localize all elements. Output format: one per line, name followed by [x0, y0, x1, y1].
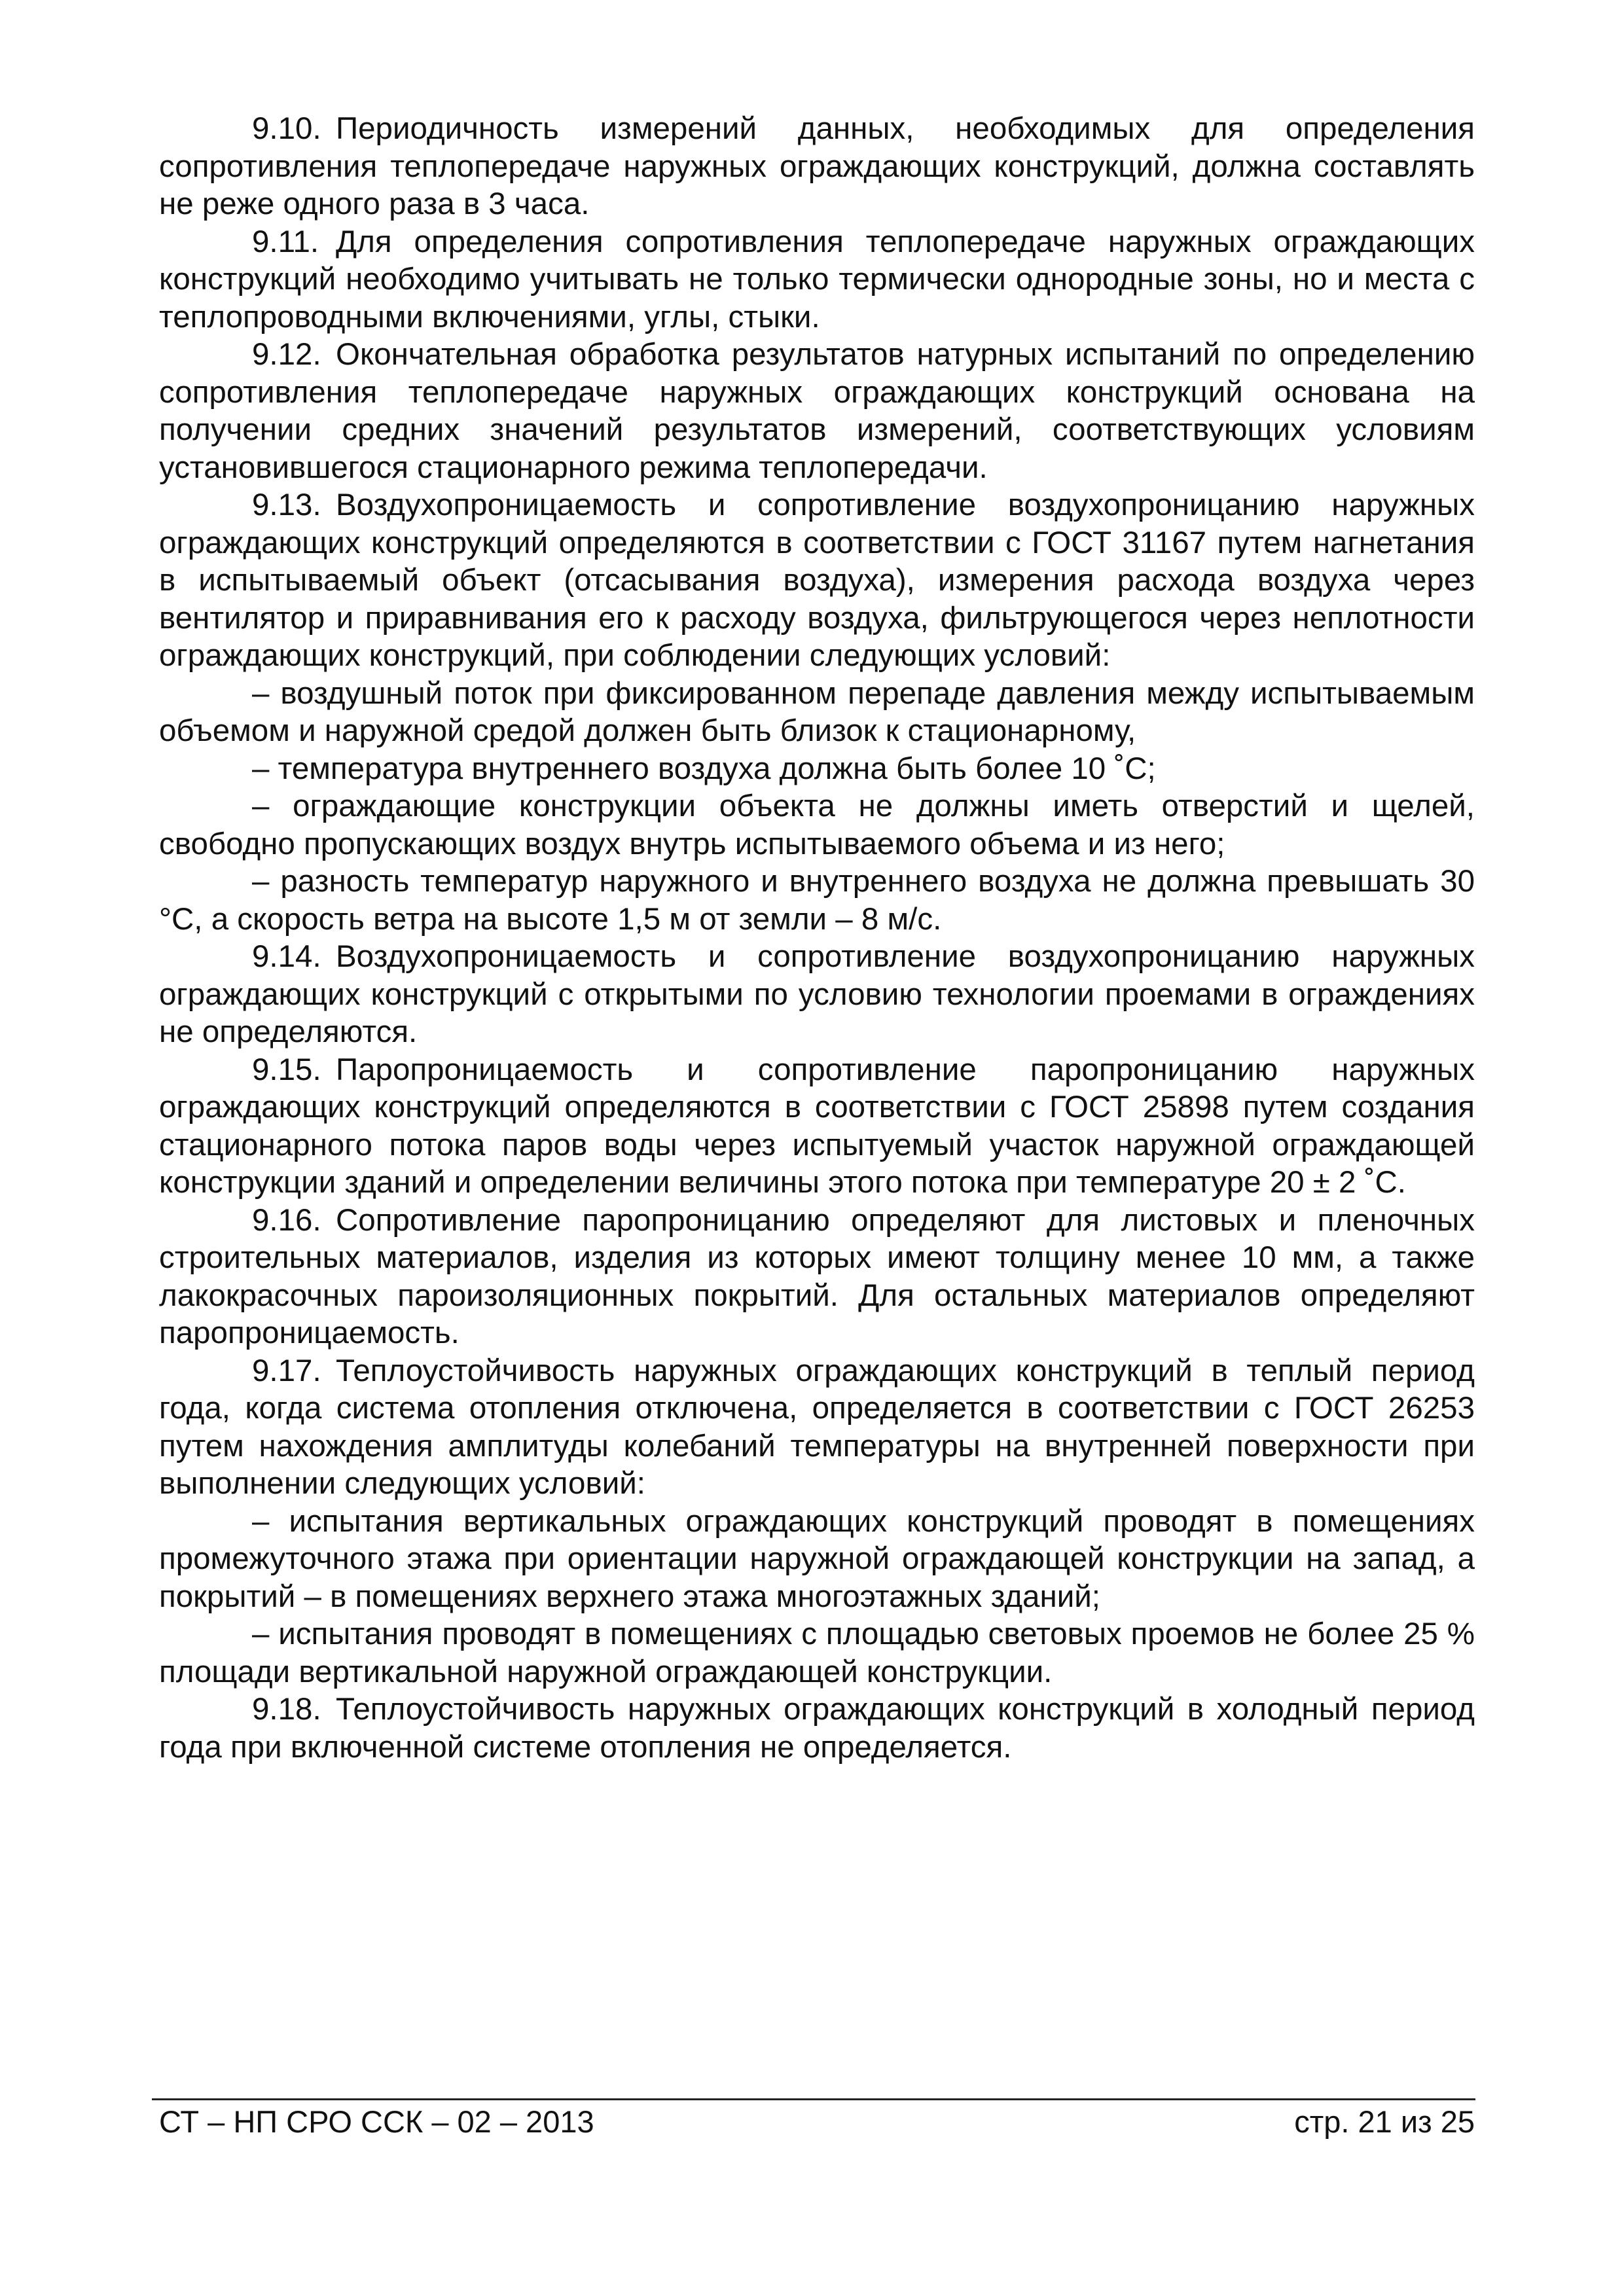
clause-number: 9.16.: [252, 1202, 321, 1238]
list-item: [159, 1615, 1475, 1691]
paragraph-9-10: [159, 110, 1475, 223]
list-item-text: – воздушный поток при фиксированном перепаде давления между испытываемым объемом и наружной средой должен быть близок к стационарному,: [159, 675, 1475, 748]
list-item: [159, 863, 1475, 938]
clause-number: 9.18.: [252, 1692, 321, 1727]
clause-number: 9.15.: [252, 1052, 321, 1087]
clause-number: 9.14.: [252, 939, 321, 974]
list-item: [159, 750, 1475, 788]
footer-divider: [152, 2098, 1475, 2100]
document-body: [159, 110, 1475, 1766]
paragraph-9-18: [159, 1691, 1475, 1766]
document-code: СТ – НП СРО ССК – 02 – 2013: [159, 2104, 594, 2139]
paragraph-text: Теплоустойчивость наружных ограждающих конструкций в теплый период года, когда система отопления отключена, определяется в соответствии с ГОСТ 26253 путем нахождения амплитуды колебаний температуры на внутренней поверхности при выполнении следующих условий:: [159, 1353, 1475, 1501]
paragraph-9-13: [159, 486, 1475, 675]
paragraph-9-17: [159, 1352, 1475, 1503]
list-item-text: – разность температур наружного и внутреннего воздуха не должна превышать 30 °С, а скорость ветра на высоте 1,5 м от земли – 8 м/с.: [159, 864, 1475, 937]
clause-number: 9.10.: [252, 111, 321, 146]
paragraph-text: Воздухопроницаемость и сопротивление воздухопроницанию наружных ограждающих конструкций с открытыми по условию технологии проемами в ограждениях не определяются.: [159, 939, 1475, 1049]
paragraph-text: Воздухопроницаемость и сопротивление воздухопроницанию наружных ограждающих конструкций определяются в соответствии с ГОСТ 31167 путем нагнетания в испытываемый объект (отсасывания воздуха), измерения расхода воздуха через вентилятор и приравнивания его к расходу воздуха, фильтрующегося через неплотности ограждающих конструкций, при соблюдении следующих условий:: [159, 488, 1475, 673]
list-item-text: – ограждающие конструкции объекта не должны иметь отверстий и щелей, свободно пропускающих воздух внутрь испытываемого объема и из него;: [159, 789, 1475, 861]
paragraph-text: Окончательная обработка результатов натурных испытаний по определению сопротивления теплопередаче наружных ограждающих конструкций основана на получении средних значений результатов измерений, соответствующих условиям установившегося стационарного режима теплопередачи.: [159, 337, 1475, 485]
paragraph-9-15: [159, 1051, 1475, 1202]
list-item: [159, 675, 1475, 750]
paragraph-9-12: [159, 336, 1475, 486]
page-number: стр. 21 из 25: [1294, 2104, 1475, 2139]
paragraph-text: Теплоустойчивость наружных ограждающих конструкций в холодный период года при включенной системе отопления не определяется.: [159, 1692, 1475, 1765]
clause-number: 9.13.: [252, 488, 321, 522]
list-item-text: – испытания проводят в помещениях с площадью световых проемов не более 25 % площади вертикальной наружной ограждающей конструкции.: [159, 1617, 1475, 1689]
list-item-text: – испытания вертикальных ограждающих конструкций проводят в помещениях промежуточного этажа при ориентации наружной ограждающей конструкции на запад, а покрытий – в помещениях верхнего этажа многоэтажных зданий;: [159, 1503, 1475, 1614]
paragraph-9-14: [159, 938, 1475, 1051]
paragraph-9-11: [159, 223, 1475, 336]
list-item: [159, 1503, 1475, 1616]
clause-number: 9.11.: [252, 224, 319, 259]
paragraph-text: Периодичность измерений данных, необходимых для определения сопротивления теплопередаче наружных ограждающих конструкций, должна составлять не реже одного раза в 3 часа.: [159, 111, 1475, 221]
paragraph-9-16: [159, 1202, 1475, 1352]
paragraph-text: Сопротивление паропроницанию определяют для листовых и пленочных строительных материалов, изделия из которых имеют толщину менее 10 мм, а также лакокрасочных пароизоляционных покрытий. Для остальных материалов определяют паропроницаемость.: [159, 1202, 1475, 1350]
list-item: [159, 787, 1475, 863]
page-footer: [159, 2104, 1475, 2140]
clause-number: 9.12.: [252, 337, 321, 372]
clause-number: 9.17.: [252, 1353, 321, 1388]
paragraph-text: Для определения сопротивления теплопередаче наружных ограждающих конструкций необходимо учитывать не только термически однородные зоны, но и места с теплопроводными включениями, углы, стыки.: [159, 224, 1475, 334]
paragraph-text: Паропроницаемость и сопротивление паропроницанию наружных ограждающих конструкций определяются в соответствии с ГОСТ 25898 путем создания стационарного потока паров воды через испытуемый участок наружной ограждающей конструкции зданий и определении величины этого потока при температуре 20 ± 2 ˚С.: [159, 1052, 1475, 1200]
list-item-text: – температура внутреннего воздуха должна быть более 10 ˚С;: [252, 751, 1156, 786]
